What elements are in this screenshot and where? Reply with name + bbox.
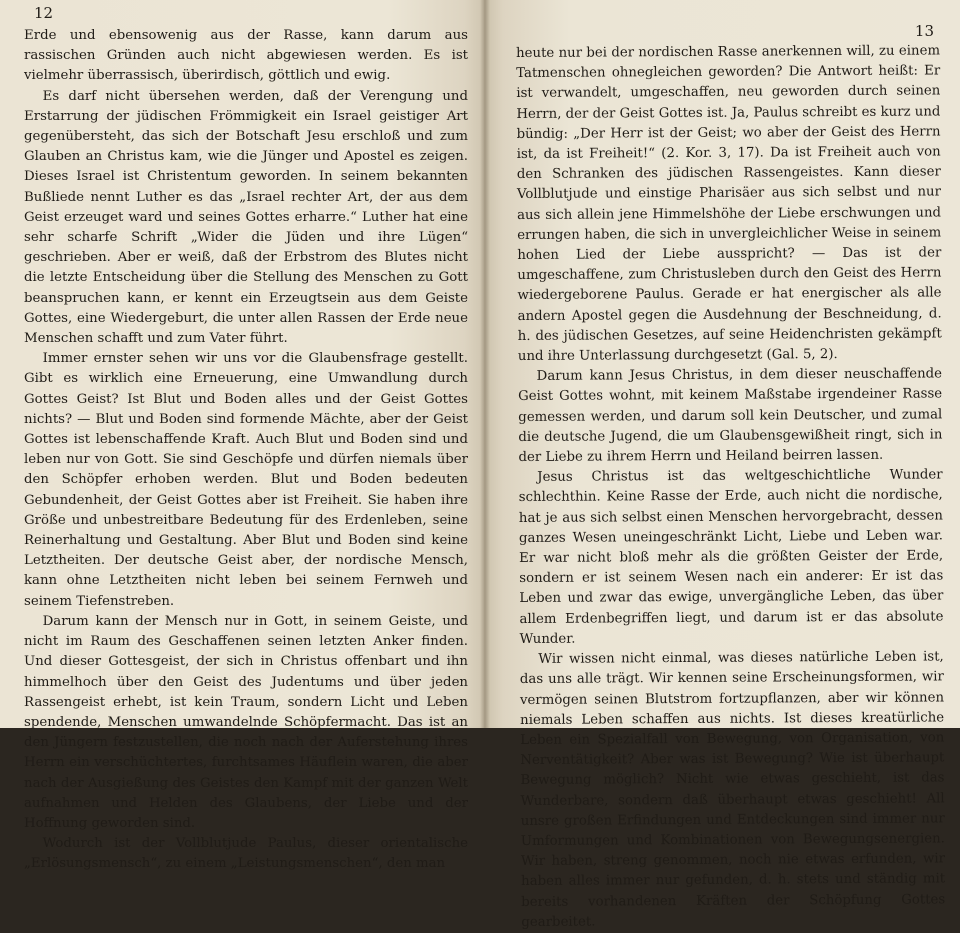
paragraph: Erde und ebensowenig aus der Rasse, kann darum aus rassischen Gründen auch nicht abgewiesen werden. Es ist vielmehr überrassisch, überirdisch, göttlich und ewig. bbox=[24, 28, 468, 84]
paragraph: Jesus Christus ist das weltgeschichtliche Wunder schlechthin. Keine Rasse der Erde, auch nicht die nordische, hat je aus sich selbst einen Menschen hervorgebracht, dessen ganzes Wesen uneingeschränkt Licht, Liebe und Leben war. Er war nicht bloß mehr als die größten Geister der Erde, sondern er ist seinem Wesen nach ein anderer: Er ist das Leben und zwar das ewige, unvergängliche Leben, das über allem Erdenbegriffen liegt, und darum ist er das absolute Wunder. bbox=[518, 467, 944, 647]
right-page-text bbox=[516, 41, 945, 933]
page-number-left: 12 bbox=[34, 4, 54, 22]
page-number-right: 13 bbox=[914, 22, 934, 40]
paragraph: Es darf nicht übersehen werden, daß der Verengung und Erstarrung der jüdischen Frömmigkeit ein Israel geistiger Art gegenübersteht, das sich der Botschaft Jesu erschloß und zum Glauben an Christus kam, wie die Jünger und Apostel es zeigen. Dieses Israel ist Christentum geworden. In seinem bekannten Bußliede nennt Luther es das „Israel rechter Art, der aus dem Geist erzeuget ward und seines Gottes erharre.“ Luther hat eine sehr scharfe Schrift „Wider die Jüden und ihre Lügen“ geschrieben. Aber er weiß, daß der Erbstrom des Blutes nicht die letzte Entscheidung über die Stellung des Menschen zu Gott beanspruchen kann, er kennt ein Erzeugtsein aus dem Geiste Gottes, eine Wiedergeburt, die unter allen Rassen der Erde neue Menschen schafft und zum Vater führt. bbox=[24, 88, 468, 347]
paragraph: Immer ernster sehen wir uns vor die Glaubensfrage gestellt. Gibt es wirklich eine Erneuerung, eine Umwandlung durch Gottes Geist? Ist Blut und Boden alles und der Geist Gottes nichts? — Blut und Boden sind formende Mächte, aber der Geist Gottes ist lebenschaffende Kraft. Auch Blut und Boden sind und leben nur von Gott. Sie sind Geschöpfe und dürfen niemals über den Schöpfer erhoben werden. Blut und Boden bedeuten Gebundenheit, der Geist Gottes aber ist Freiheit. Sie haben ihre Größe und unbestreitbare Bedeutung für des Erdenleben, seine Reinerhaltung und Gestaltung. Aber Blut und Boden sind keine Letztheiten. Der deutsche Geist aber, der nordische Mensch, kann ohne Letztheiten nicht leben bei seinem Fernweh und seinem Tiefenstreben. bbox=[24, 351, 468, 609]
paragraph: Darum kann Jesus Christus, in dem dieser neuschaffende Geist Gottes wohnt, mit keinem Maßstabe irgendeiner Rasse gemessen werden, und darum soll kein Deutscher, und zumal die deutsche Jugend, die um Glaubensgewißheit ringt, sich in der Liebe zu ihrem Herrn und Heiland beirren lassen. bbox=[518, 366, 943, 466]
left-page bbox=[0, 0, 484, 872]
paragraph: Darum kann der Mensch nur in Gott, in seinem Geiste, und nicht im Raum des Geschaffenen seinen letzten Anker finden. Und dieser Gottesgeist, der sich in Christus offenbart und ihn himmelhoch über den Geist des Judentums und über jeden Rassengeist erhebt, ist kein Traum, sondern Licht und Leben spendende, Menschen umwandelnde Schöpfermacht. Das ist an den Jüngern festzustellen, die noch nach der Auferstehung ihres Herrn ein verschüchtertes, furchtsames Häuflein waren, die aber nach der Ausgießung des Geistes den Kampf mit der ganzen Welt aufnahmen und Helden des Glaubens, der Liebe und der Hoffnung geworden sind. bbox=[24, 613, 468, 831]
paragraph: Wodurch ist der Vollblutjude Paulus, dieser orientalische „Erlösungsmensch“, zu einem „Leistungsmenschen“, den man bbox=[24, 836, 468, 872]
paragraph: Wir wissen nicht einmal, was dieses natürliche Leben ist, das uns alle trägt. Wir kennen seine Erscheinungsformen, wir vermögen seinen Blutstrom fortzupflanzen, aber wir können niemals Leben schaffen aus nichts. Ist dieses kreatürliche Leben ein Spezialfall von Bewegung, von Organisation, von Nerventätigkeit? Aber was ist Bewegung? Wie ist überhaupt Bewegung möglich? Nicht wie etwas geschieht, ist das Wunderbare, sondern daß überhaupt etwas geschieht! All unsre großen Erfindungen und Entdeckungen sind immer nur Umformungen und Kombinationen von Bewegungsenergien. Wir haben, streng genommen, noch nie etwas erfunden, wir haben alles immer nur gefunden, d. h. stets und ständig mit bereits vorhandenen Kräften der Schöpfung Gottes gearbeitet. bbox=[519, 649, 946, 930]
paragraph: heute nur bei der nordischen Rasse anerkennen will, zu einem Tatmenschen ohnegleichen geworden? Die Antwort heißt: Er ist verwandelt, umgeschaffen, neu geworden durch seinen Herrn, der der Geist Gottes ist. Ja, Paulus schreibt es kurz und bündig: „Der Herr ist der Geist; wo aber der Geist des Herrn ist, da ist Freiheit!“ (2. Kor. 3, 17). Da ist Freiheit auch von den Schranken des jüdischen Rassengeistes. Kann dieser Vollblutjude und einstige Pharisäer aus sich selbst und nur aus sich allein jene Himmelshöhe der Liebe erschwungen und errungen haben, die sich in unvergleichlicher Weise in seinem hohen Lied der Liebe ausspricht? — Das ist der umgeschaffene, zum Christusleben durch den Geist des Herrn wiedergeborene Paulus. Gerade er hat energischer als alle andern Apostel gegen die Ausdehnung der Beschneidung, d. h. des jüdischen Gesetzes, auf seine Heidenchristen gekämpft und ihre Unterlassung durchgesetzt (Gal. 5, 2). bbox=[516, 43, 942, 365]
left-page-text bbox=[24, 26, 468, 875]
right-page bbox=[484, 0, 960, 930]
